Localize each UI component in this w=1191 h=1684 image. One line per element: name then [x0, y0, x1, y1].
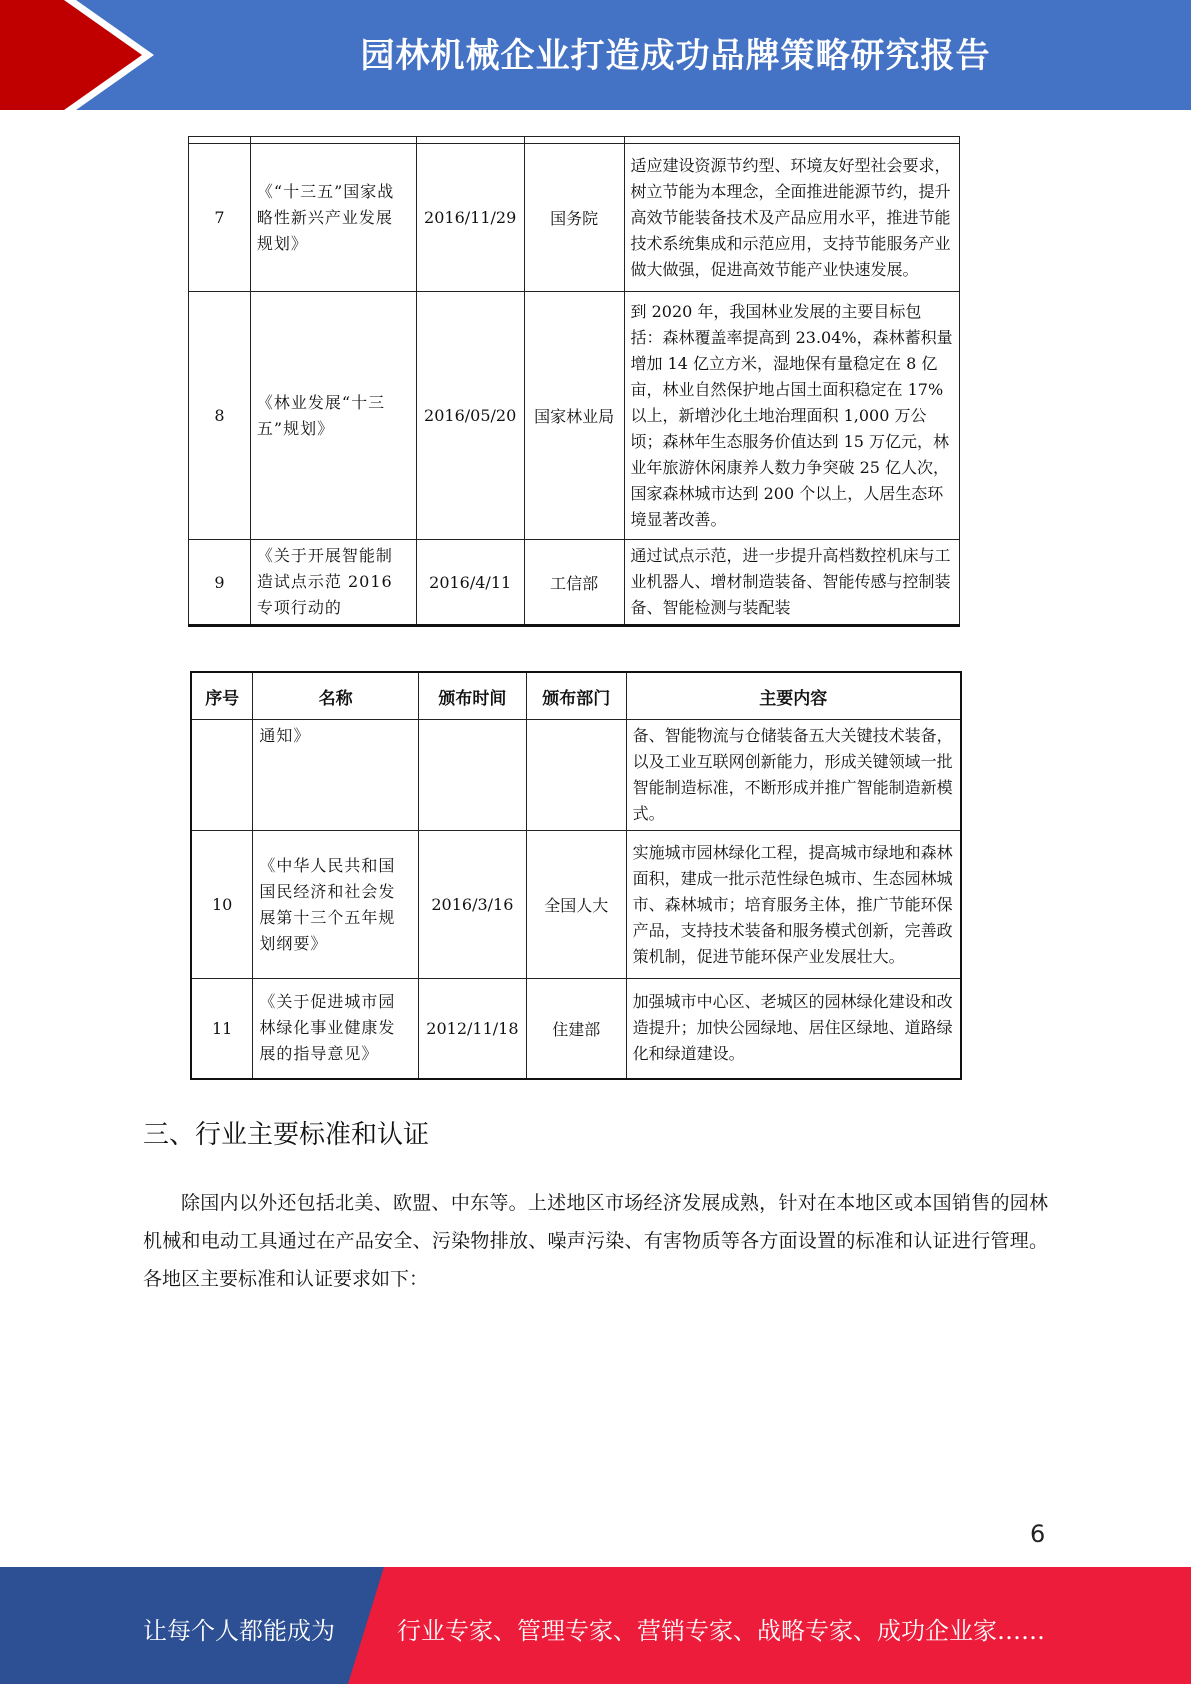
cell-name: 《关于开展智能制造试点示范 2016 专项行动的: [250, 540, 416, 626]
policy-table-part2: [190, 671, 962, 1080]
cell-content: 备、智能物流与仓储装备五大关键技术装备，以及工业互联网创新能力，形成关键领域一批智能制造标准，不断形成并推广智能制造新模式。: [626, 720, 961, 831]
section-heading: 三、行业主要标准和认证: [143, 1120, 430, 1150]
cell-dept: 全国人大: [526, 831, 626, 979]
table-row-cut: [189, 137, 960, 144]
cell-no: 11: [191, 979, 253, 1079]
cell-date: 2016/11/29: [416, 144, 524, 292]
header-content: 主要内容: [626, 672, 961, 720]
cell-name: 《中华人民共和国国民经济和社会发展第十三个五年规划纲要》: [253, 831, 419, 979]
cell-content: 通过试点示范，进一步提升高档数控机床与工业机器人、增材制造装备、智能传感与控制装备、智能检测与装配装: [624, 540, 960, 626]
header-red-arrow: [0, 0, 150, 110]
cell-no: 9: [189, 540, 251, 626]
cell-dept: 国家林业局: [524, 292, 624, 540]
cell-content: 到 2020 年，我国林业发展的主要目标包括：森林覆盖率提高到 23.04%，森林蓄积量增加 14 亿立方米，湿地保有量稳定在 8 亿亩，林业自然保护地占国土面积稳定在 17%以上，新增沙化土地治理面积 1,000 万公顷；森林年生态服务价值达到 15 万亿元，林业年旅游休闲康养人数力争突破 25 亿人次，国家森林城市达到 200 个以上，人居生态环境显著改善。: [624, 292, 960, 540]
cell-dept: 国务院: [524, 144, 624, 292]
cell-content: 实施城市园林绿化工程，提高城市绿地和森林面积，建成一批示范性绿色城市、生态园林城市、森林城市；培育服务主体，推广节能环保产品，支持技术装备和服务模式创新，完善政策机制，促进节能环保产业发展壮大。: [626, 831, 961, 979]
footer-slogan-left: 让每个人都能成为: [143, 1617, 335, 1645]
header-dept: 颁布部门: [526, 672, 626, 720]
table-row: [189, 144, 960, 292]
cell-name: 《关于促进城市园林绿化事业健康发展的指导意见》: [253, 979, 419, 1079]
cell-name: 《林业发展“十三五”规划》: [250, 292, 416, 540]
cell-date: 2012/11/18: [418, 979, 526, 1079]
cell-name: 通知》: [253, 720, 419, 831]
table-row: [191, 831, 961, 979]
cell-dept: 住建部: [526, 979, 626, 1079]
cell-date: 2016/3/16: [418, 831, 526, 979]
table-row: [191, 979, 961, 1079]
page-header: [0, 0, 1191, 110]
footer-slogan-right: 行业专家、管理专家、营销专家、战略专家、成功企业家……: [397, 1617, 1045, 1645]
table-row: [189, 540, 960, 626]
cell-content: 适应建设资源节约型、环境友好型社会要求，树立节能为本理念，全面推进能源节约，提升高效节能装备技术及产品应用水平，推进节能技术系统集成和示范应用，支持节能服务产业做大做强，促进高效节能产业快速发展。: [624, 144, 960, 292]
page-footer: [0, 1567, 1191, 1684]
header-date: 颁布时间: [418, 672, 526, 720]
cell-dept: [526, 720, 626, 831]
page-number: 6: [1030, 1520, 1046, 1548]
report-title: 园林机械企业打造成功品牌策略研究报告: [360, 36, 991, 76]
cell-no: 7: [189, 144, 251, 292]
cell-content: 加强城市中心区、老城区的园林绿化建设和改造提升；加快公园绿地、居住区绿地、道路绿化和绿道建设。: [626, 979, 961, 1079]
cell-date: 2016/05/20: [416, 292, 524, 540]
table-header-row: [191, 672, 961, 720]
cell-no: 10: [191, 831, 253, 979]
cell-date: 2016/4/11: [416, 540, 524, 626]
body-paragraph: 除国内以外还包括北美、欧盟、中东等。上述地区市场经济发展成熟，针对在本地区或本国销售的园林机械和电动工具通过在产品安全、污染物排放、噪声污染、有害物质等各方面设置的标准和认证进行管理。各地区主要标准和认证要求如下：: [143, 1192, 1048, 1290]
cell-no: [191, 720, 253, 831]
cell-name: 《“十三五”国家战略性新兴产业发展规划》: [250, 144, 416, 292]
policy-table-part1: [188, 136, 960, 627]
header-no: 序号: [191, 672, 253, 720]
header-name: 名称: [253, 672, 419, 720]
cell-dept: 工信部: [524, 540, 624, 626]
cell-no: 8: [189, 292, 251, 540]
table-row: [189, 292, 960, 540]
cell-date: [418, 720, 526, 831]
table-row-continued: [191, 720, 961, 831]
